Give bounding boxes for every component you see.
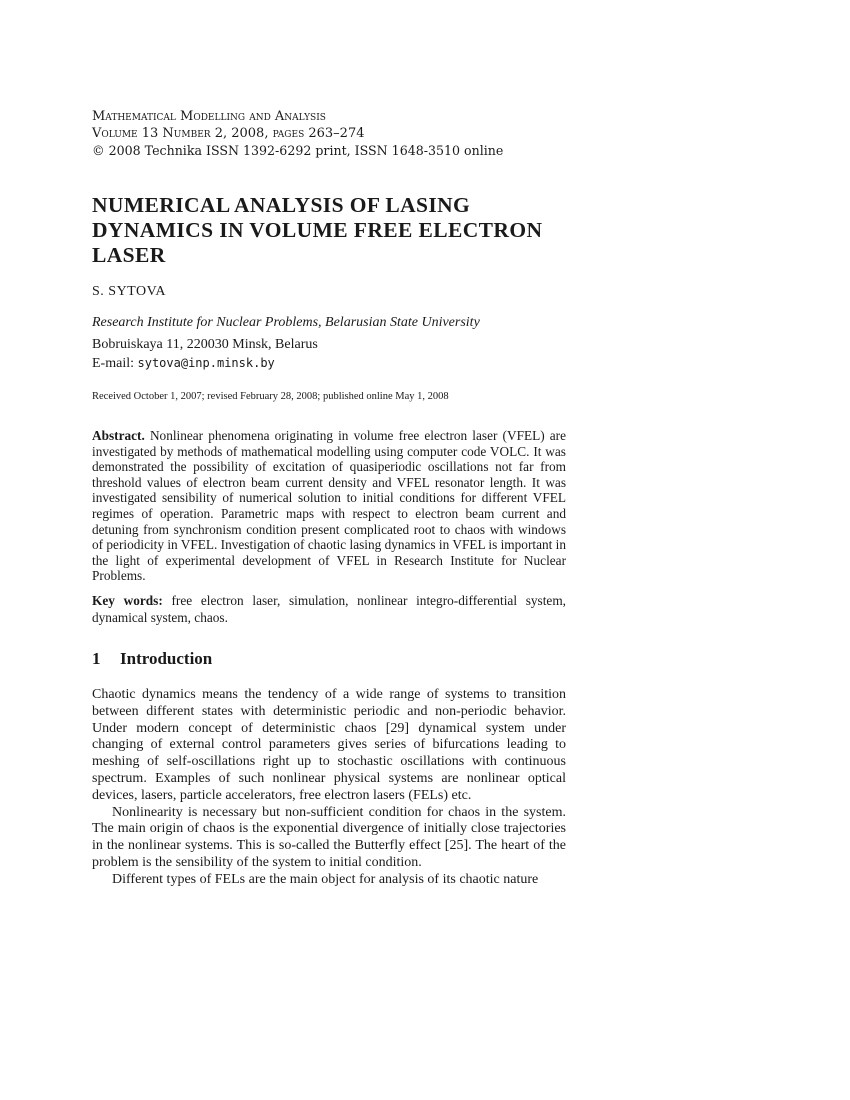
email-link[interactable]: sytova@inp.minsk.by xyxy=(137,356,275,370)
paragraph-3: Different types of FELs are the main object for analysis of its chaotic nature xyxy=(112,871,539,887)
address: Bobruiskaya 11, 220030 Minsk, Belarus xyxy=(92,337,318,352)
abstract xyxy=(92,428,566,584)
author-name: S. SYTOVA xyxy=(92,284,167,299)
email-line xyxy=(92,354,566,373)
abstract-label: Abstract. xyxy=(92,428,145,443)
volume-info: Volume 13 Number 2, 2008, pages 263–274 xyxy=(92,126,365,141)
section-number: 1 xyxy=(92,648,101,668)
keywords xyxy=(92,592,566,626)
journal-name: Mathematical Modelling and Analysis xyxy=(92,109,326,124)
affiliation: Research Institute for Nuclear Problems, Belarusian State University xyxy=(92,315,480,330)
paragraph-1: Chaotic dynamics means the tendency of a wide range of systems to transition between different states with deterministic periodic and non-periodic behavior. Under modern concept of deterministic chaos [29] dynamical system under changing of external control parameters gives series of bifurcations leading to meshing of self-oscillations right up to stochastic oscillations with continuous spectrum. Examples of such nonlinear physical systems are nonlinear optical devices, lasers, particle accelerators, free electron lasers (FELs) etc. xyxy=(92,686,566,803)
received-dates: Received October 1, 2007; revised February 28, 2008; published online May 1, 2008 xyxy=(92,391,449,402)
copyright-info: © 2008 Technika ISSN 1392-6292 print, ISSN 1648-3510 online xyxy=(92,143,504,158)
paper-title: NUMERICAL ANALYSIS OF LASING DYNAMICS IN VOLUME FREE ELECTRON LASER xyxy=(92,193,543,267)
abstract-text: Nonlinear phenomena originating in volume free electron laser (VFEL) are investigated by methods of mathematical modelling using computer code VOLC. It was demonstrated the possibility of excitation of quasiperiodic oscillations not far from threshold values of electron beam current density and VFEL resonator length. It was investigated sensibility of numerical solution to initial conditions for different VFEL regimes of operation. Parametric maps with respect to electron beam current and detuning from synchronism condition present complicated root to chaos with windows of periodicity in VFEL. Investigation of chaotic lasing dynamics in VFEL is important in the light of experimental development of VFEL in Research Institute for Nuclear Problems. xyxy=(92,428,566,584)
paragraph-2: Nonlinearity is necessary but non-sufficient condition for chaos in the system. The main origin of chaos is the exponential divergence of initially close trajectories in the nonlinear systems. This is so-called the Butterfly effect [25]. The heart of the problem is the sensibility of the system to initial condition. xyxy=(92,804,566,870)
section-title: Introduction xyxy=(120,648,213,668)
keywords-label: Key words: xyxy=(92,592,163,608)
paper-page xyxy=(92,108,566,889)
keywords-text: free electron laser, simulation, nonlinear integro-differential system, dynamical system, chaos. xyxy=(92,592,566,625)
section-heading xyxy=(92,649,566,669)
email-label: E-mail: xyxy=(92,356,134,371)
